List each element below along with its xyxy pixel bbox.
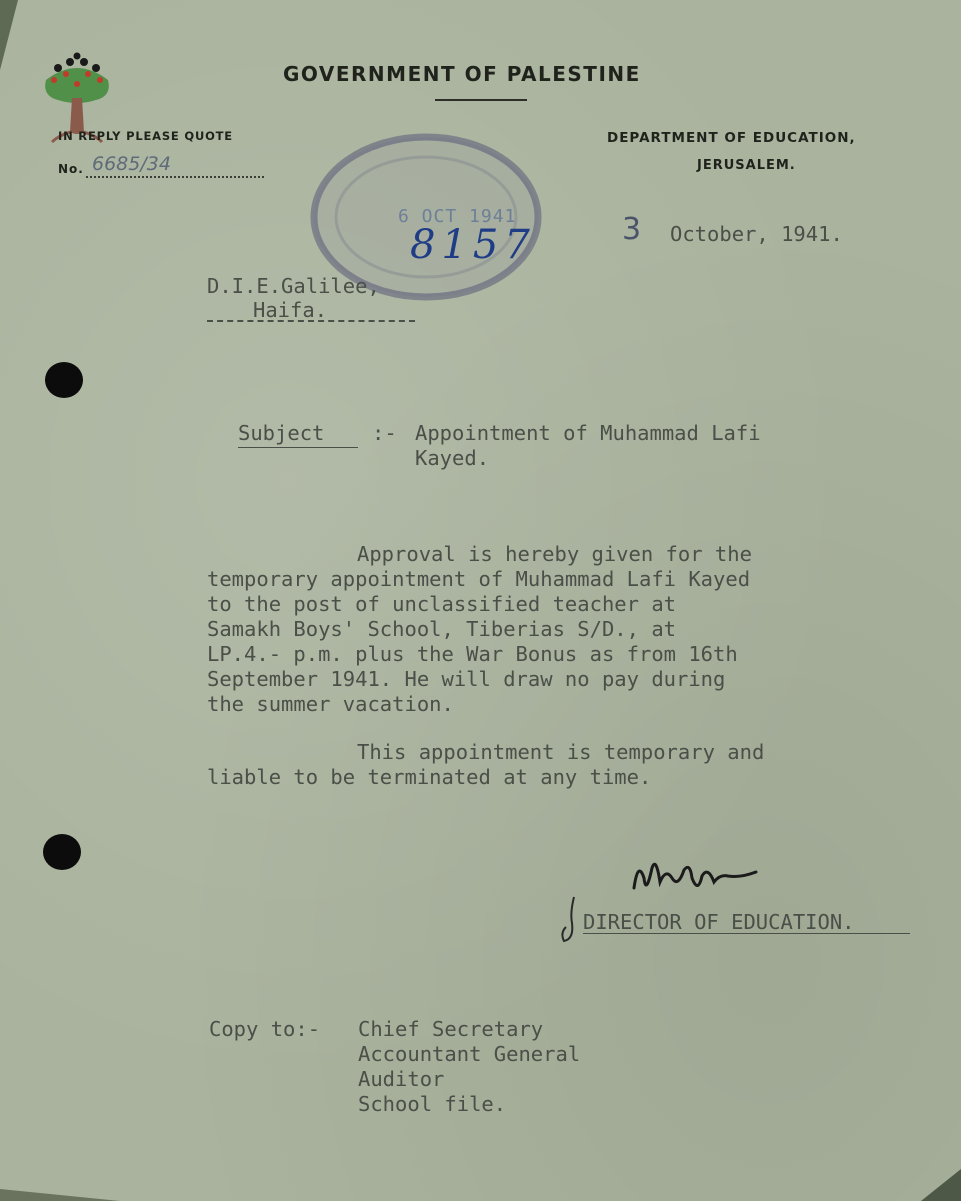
page-corner <box>921 1169 961 1201</box>
recipient-line1: D.I.E.Galilee, <box>207 274 380 298</box>
date-day: 3 <box>622 212 642 247</box>
recipient-line2: Haifa. <box>253 298 328 322</box>
reply-quote-label: IN REPLY PLEASE QUOTE <box>58 129 233 143</box>
body-line: Approval is hereby given for the <box>357 542 752 566</box>
body-line: Samakh Boys' School, Tiberias S/D., at <box>207 617 676 641</box>
page-corner <box>0 0 18 70</box>
copy-recipient: Auditor <box>358 1067 445 1091</box>
punch-hole <box>45 362 83 398</box>
subject-line1: Appointment of Muhammad Lafi <box>415 421 761 445</box>
handwritten-signature <box>628 848 768 908</box>
date-text: October, 1941. <box>670 222 843 246</box>
recipient-underline <box>207 320 415 322</box>
initial-mark <box>556 893 586 945</box>
body-line: LP.4.- p.m. plus the War Bonus as from 16th <box>207 642 738 666</box>
copy-recipient: School file. <box>358 1092 507 1116</box>
copy-recipient: Chief Secretary <box>358 1017 544 1041</box>
signatory-title: DIRECTOR OF EDUCATION. <box>583 910 855 934</box>
page-corner <box>0 1189 120 1201</box>
copy-to-label: Copy to:- <box>209 1017 321 1041</box>
subject-separator: :- <box>372 421 397 445</box>
title-rule <box>435 99 527 101</box>
body-line: This appointment is temporary and <box>357 740 765 764</box>
subject-line2: Kayed. <box>415 446 490 470</box>
punch-hole <box>43 834 81 870</box>
department-city: JERUSALEM. <box>697 158 796 173</box>
department-name: DEPARTMENT OF EDUCATION, <box>607 130 856 146</box>
reference-number: 6685/34 <box>92 153 171 175</box>
stamp-received-number: 8157 <box>410 222 536 268</box>
reference-dotted-line <box>86 176 264 178</box>
stamp-date: 6 OCT 1941 <box>398 206 517 227</box>
copy-recipient: Accountant General <box>358 1042 581 1066</box>
subject-label: Subject <box>238 421 325 445</box>
body-line: temporary appointment of Muhammad Lafi Kayed <box>207 567 751 591</box>
signatory-underline <box>583 933 910 934</box>
subject-underline <box>238 447 358 448</box>
reference-number-label: No. <box>58 162 84 176</box>
body-line: liable to be terminated at any time. <box>207 765 652 789</box>
body-line: to the post of unclassified teacher at <box>207 592 676 616</box>
letterhead-title: GOVERNMENT OF PALESTINE <box>283 62 641 86</box>
body-line: September 1941. He will draw no pay during <box>207 667 726 691</box>
body-line: the summer vacation. <box>207 692 454 716</box>
